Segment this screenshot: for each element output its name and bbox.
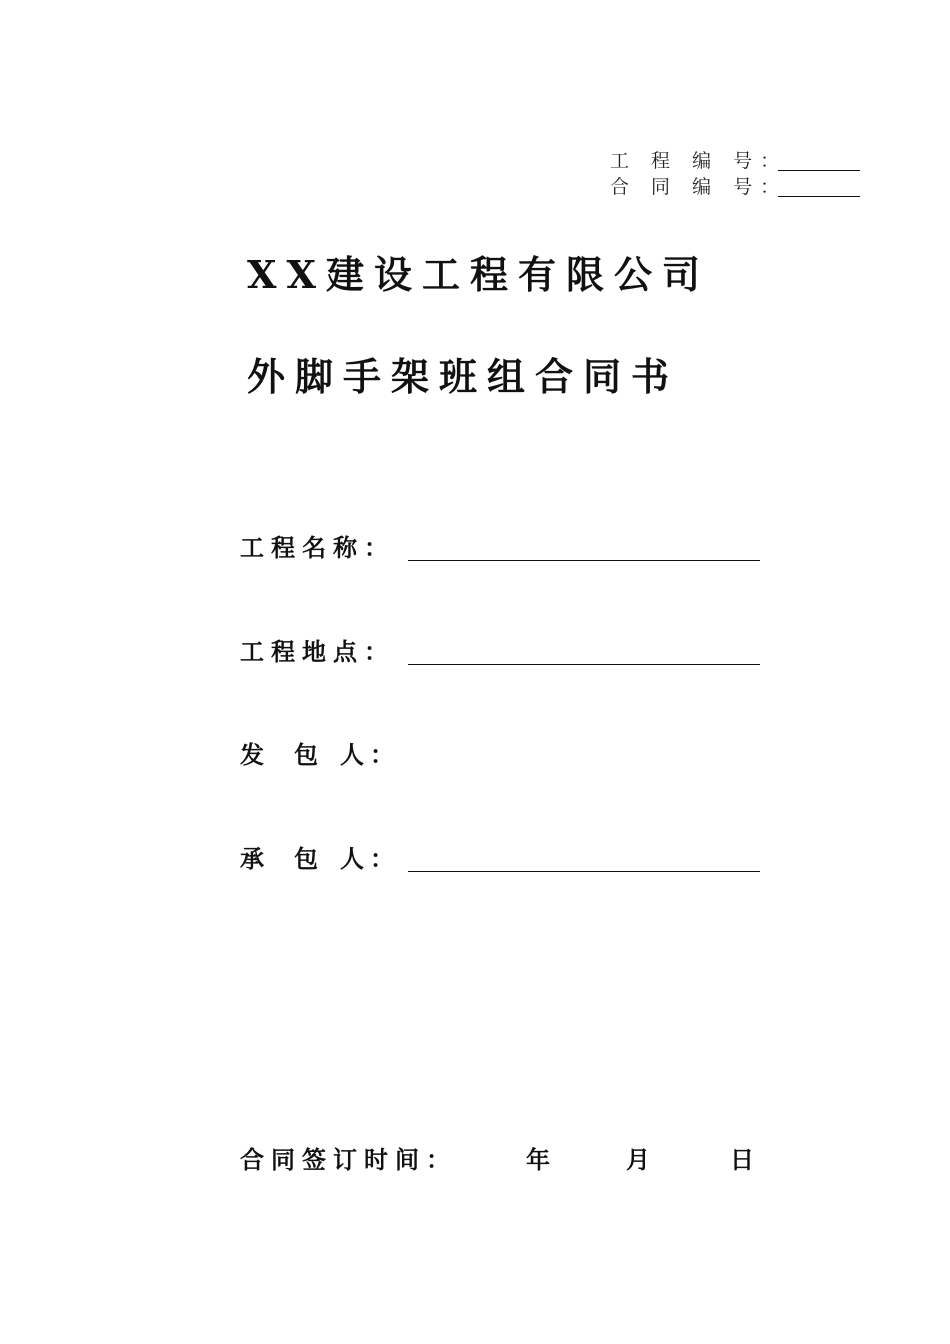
signing-date-row (240, 1140, 780, 1180)
employer-label-char-1: 发 (240, 740, 264, 769)
employer-label-colon: ： (370, 740, 394, 769)
contract-number-blank[interactable] (778, 196, 860, 197)
signing-month-label: 月 (626, 1145, 650, 1174)
signing-date-label: 合同签订时间： (240, 1145, 457, 1174)
signing-year-label: 年 (526, 1145, 550, 1174)
contractor-field (240, 839, 770, 879)
employer-field (240, 735, 770, 775)
signing-day-label: 日 (730, 1145, 754, 1174)
employer-label-char-2: 包 (294, 740, 318, 769)
contractor-label-char-3: 人 (340, 844, 364, 873)
contractor-label-colon: ： (370, 844, 394, 873)
employer-label-char-3: 人 (340, 740, 364, 769)
project-number-label: 工 程 编 号： (610, 150, 788, 172)
project-name-field (240, 528, 770, 568)
project-site-blank[interactable] (408, 664, 760, 665)
contract-number-row (610, 175, 870, 199)
contractor-label-char-1: 承 (240, 844, 264, 873)
employer-label (240, 735, 394, 775)
project-number-row (610, 149, 870, 173)
company-title: XX建设工程有限公司 (247, 252, 710, 297)
document-title: 外脚手架班组合同书 (247, 354, 680, 399)
contractor-label-char-2: 包 (294, 844, 318, 873)
contract-number-label: 合 同 编 号： (610, 176, 788, 198)
project-site-label: 工程地点： (240, 637, 395, 666)
contractor-blank[interactable] (408, 871, 760, 872)
project-name-label: 工程名称： (240, 533, 395, 562)
project-site-field (240, 632, 770, 672)
project-name-blank[interactable] (408, 560, 760, 561)
project-number-blank[interactable] (778, 170, 860, 171)
contractor-label (240, 839, 394, 879)
